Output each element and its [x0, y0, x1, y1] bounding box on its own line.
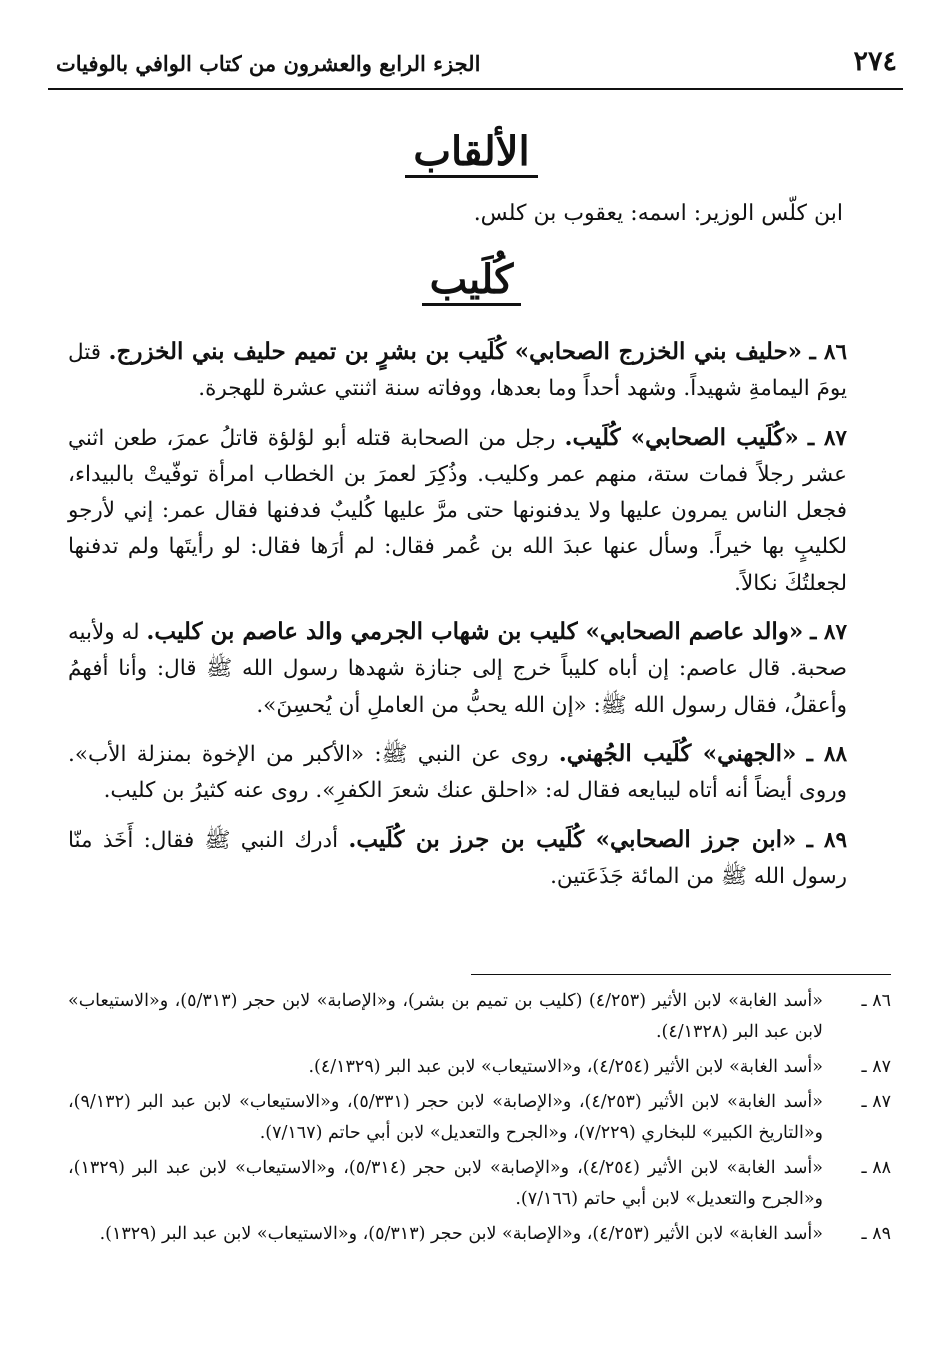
- entry-87b: [68, 614, 847, 724]
- entry-body: رجل من الصحابة قتله أبو لؤلؤة قاتلُ عمرَ، طعن اثني عشر رجلاً فمات ستة، منهم عمر وكليب. وذُكِرَ لعمرَ بن الخطاب امرأة توفّيتْ بالبيداء، فجعل الناس يمرون عليها ولا يدفنونها حتى مرَّ عليها كُليبٌ فدفنها فقال عمر: إني لأرجو لكليبٍ بها خيراً. وسأل عنها عبدَ الله بن عُمر فقال: لم أرَها فقال: لو رأيتَها ولم تدفنها لجعلتُكَ نكالاً.: [68, 425, 847, 596]
- entry-body: قتل يومَ اليمامةِ شهيداً. وشهد أحداً وما بعدها، ووفاته سنة اثنتي عشرة للهجرة.: [68, 340, 847, 402]
- entry-heading: «الجهني» كُلَيب الجُهني.: [558, 739, 797, 767]
- footnote-89: [68, 1219, 891, 1250]
- footnote-number: ٨٨ ـ: [861, 1158, 891, 1178]
- entry-89: [68, 822, 847, 896]
- section-title-alqab-text: الألقاب: [405, 128, 537, 178]
- section-title-alqab: [0, 128, 943, 176]
- entry-87a: [68, 420, 847, 602]
- footnotes: [68, 986, 891, 1254]
- footnote-text: «أسد الغابة» لابن الأثير (٤/٢٥٣)، و«الإصابة» لابن حجر (٥/٣١٣)، و«الاستيعاب» لابن عبد البر (١٣٢٩).: [99, 1224, 823, 1244]
- footnote-number: ٨٩ ـ: [861, 1224, 891, 1244]
- entry-number: ٨٩ ـ: [806, 827, 847, 853]
- footnote-86: [68, 986, 891, 1048]
- footnote-text: «أسد الغابة» لابن الأثير (٤/٢٥٣)، و«الإصابة» لابن حجر (٥/٣٣١)، و«الاستيعاب» لابن عبد البر (٩/١٣٢)، و«التاريخ الكبير» للبخاري (٧/٢٢٩)، و«الجرح والتعديل» لابن أبي حاتم (٧/١٦٧).: [68, 1092, 823, 1143]
- entry-heading: «حليف بني الخزرج الصحابي» كُلَيب بن بشرٍ بن تميم حليف بني الخزرج.: [108, 338, 803, 365]
- book-title: الجزء الرابع والعشرون من كتاب الوافي بالوفيات: [56, 51, 481, 76]
- section-title-kulayb-text: كُلَيب: [422, 256, 522, 306]
- entry-88: [68, 736, 847, 810]
- running-header: [48, 36, 903, 90]
- footnote-number: ٨٧ ـ: [861, 1092, 891, 1112]
- footnote-88: [68, 1153, 891, 1215]
- entry-body: له ولأبيه صحبة. قال عاصم: إن أباه كليباً خرج إلى جنازة شهدها رسول الله ﷺ قال: وأنا أفهمُ وأعقلُ، فقال رسول الله ﷺ: «إن الله يحبُّ من العاملِ أن يُحسِنَ».: [68, 620, 847, 718]
- footnote-number: ٨٦ ـ: [861, 991, 891, 1011]
- footnote-divider: [471, 974, 891, 975]
- entry-number: ٨٧ ـ: [807, 425, 847, 451]
- entry-heading: «كُلَيب الصحابي» كُلَيب.: [564, 423, 799, 451]
- entry-number: ٨٨ ـ: [806, 741, 847, 767]
- footnote-text: «أسد الغابة» لابن الأثير (٤/٢٥٤)، و«الإصابة» لابن حجر (٥/٣١٤)، و«الاستيعاب» لابن عبد البر (١٣٢٩)، و«الجرح والتعديل» لابن أبي حاتم (٧/١٦٦).: [68, 1158, 823, 1209]
- footnote-text: «أسد الغابة» لابن الأثير (٤/٢٥٣) (كليب بن تميم بن بشر)، و«الإصابة» لابن حجر (٥/٣١٣)، و«الاستيعاب» لابن عبد البر (٤/١٣٢٨).: [68, 991, 823, 1042]
- footnote-number: ٨٧ ـ: [861, 1057, 891, 1077]
- page-number: ٢٧٤: [853, 46, 897, 77]
- footnote-text: «أسد الغابة» لابن الأثير (٤/٢٥٤)، و«الاستيعاب» لابن عبد البر (٤/١٣٢٩).: [308, 1057, 823, 1077]
- entry-heading: «ابن جرز الصحابي» كُلَيب بن جرز بن كُلَيب.: [348, 825, 797, 853]
- alqab-entry: ابن كلّس الوزير: اسمه: يعقوب بن كلس.: [473, 201, 843, 226]
- footnote-87b: [68, 1087, 891, 1149]
- entry-number: ٨٧ ـ: [810, 620, 847, 646]
- entry-body: أدرك النبي ﷺ فقال: أَخَذ منّا رسول الله ﷺ من المائة جَذَعَتين.: [68, 827, 847, 889]
- entry-number: ٨٦ ـ: [809, 340, 847, 365]
- section-title-kulayb: [0, 256, 943, 304]
- entries-list: [68, 334, 847, 907]
- entry-86: [68, 334, 847, 408]
- entry-body: روى عن النبي ﷺ: «الأكبر من الإخوة بمنزلة الأب». وروى أيضاً أنه أتاه ليبايعه فقال له: «احلق عنك شعرَ الكفرِ». روى عنه كثيرُ بن كليب.: [68, 741, 847, 804]
- entry-heading: «والد عاصم الصحابي» كليب بن شهاب الجرمي والد عاصم بن كليب.: [146, 618, 804, 646]
- footnote-87a: [68, 1052, 891, 1083]
